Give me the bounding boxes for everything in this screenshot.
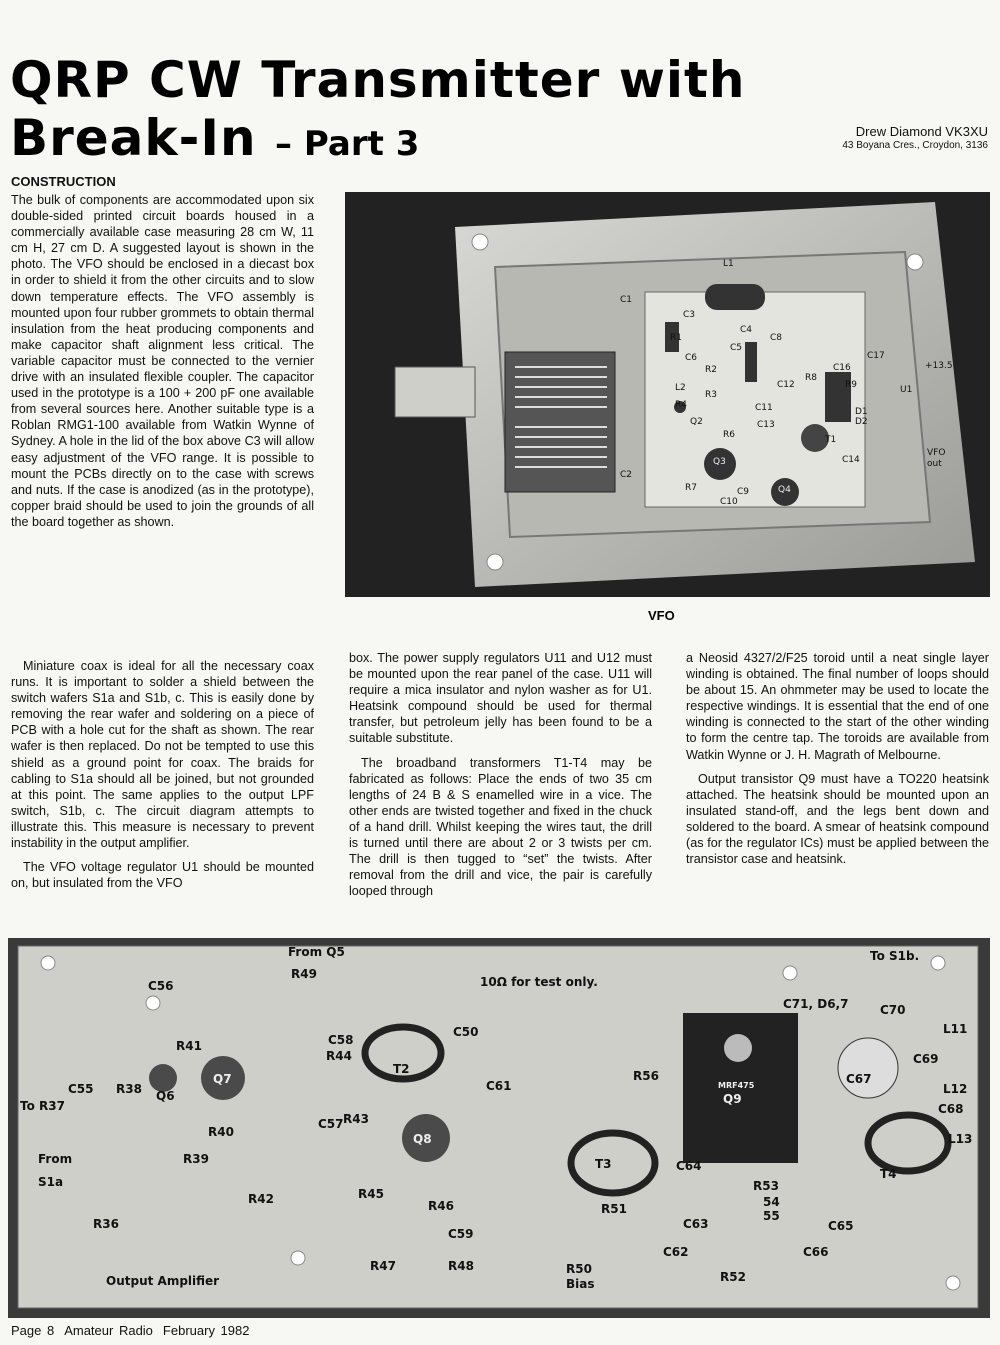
vfo-label: D2 [855,417,868,427]
variable-capacitor [505,352,615,492]
vfo-label: R8 [805,373,817,383]
amp-label: Bias [566,1277,595,1291]
amp-label: C62 [663,1245,689,1259]
paragraph: Miniature coax is ideal for all the necessary coax runs. It is important to solder a shield between the switch wafers S1a and S1b, c. This is easily done by removing the rear wafer and soldering on a piece of PCB with a hole cut for the shaft as shown. The rear wafer is then replaced. Do not be tempted to use this shield as a ground point for coax. The braids for cabling to S1a should all be joined, but not grounded at this point. The same applies to the output LPF switch, S1b, c. The circuit diagram attempts to illustrate this. This measure is necessary to prevent instability in the output amplifier. [11,659,314,851]
vfo-label: C4 [740,325,753,335]
vfo-label: C8 [770,333,783,343]
amp-label: R53 [753,1179,779,1193]
vfo-label: R7 [685,483,697,493]
amp-label: R56 [633,1069,659,1083]
amp-label: C64 [676,1159,702,1173]
vfo-label: Q4 [778,485,791,495]
vfo-label: C5 [730,343,743,353]
amp-label: T4 [880,1167,897,1181]
vfo-label: C10 [720,497,738,507]
amp-label: C58 [328,1033,354,1047]
amp-label: C50 [453,1025,479,1039]
amp-label: T3 [595,1157,612,1171]
vfo-label: C1 [620,295,633,305]
vfo-label: R3 [705,390,717,400]
vfo-label: R1 [670,333,682,343]
vfo-label: C17 [867,351,885,361]
amp-label: C71, D6,7 [783,997,849,1011]
page-footer [11,1323,259,1338]
amp-label: C66 [803,1245,829,1259]
amp-label: From Q5 [288,945,345,959]
vfo-label: C12 [777,380,795,390]
vfo-label: D1 [855,407,868,417]
vfo-label: +13.5 [925,361,953,371]
amp-label: R36 [93,1217,119,1231]
title-part: – Part 3 [275,124,420,164]
vfo-label: L1 [723,259,734,269]
amp-label: C61 [486,1079,512,1093]
vfo-label: VFO [927,448,946,458]
output-amplifier-graphic [8,938,990,1318]
shaft-coupler [395,367,475,417]
article-title-line1: QRP CW Transmitter with [10,51,746,109]
amp-caption: Output Amplifier [106,1274,220,1288]
paragraph: box. The power supply regulators U11 and U12 must be mounted upon the rear panel of the case. U11 will require a mica insulator and nylon washer as for U1. Heatsink compound should be used for thermal transfer, but petroleum jelly has been found to be a suitable substitute. [349,651,652,746]
amp-label: 10Ω for test only. [480,975,598,989]
vfo-label: L2 [675,383,686,393]
vfo-label: R2 [705,365,717,375]
amp-label: C65 [828,1219,854,1233]
amp-label: C55 [68,1082,94,1096]
amp-label: MRF475 [718,1081,755,1090]
vfo-photo [345,192,990,597]
vfo-label: out [927,459,942,469]
vfo-label: C6 [685,353,698,363]
amp-label: R42 [248,1192,274,1206]
page-number: Page 8 [11,1323,55,1338]
amp-label: C67 [846,1072,872,1086]
amp-label: R44 [326,1049,352,1063]
amp-label: To R37 [20,1099,65,1113]
vfo-label: C13 [757,420,775,430]
amp-label: R50 [566,1262,592,1276]
amp-label: R46 [428,1199,454,1213]
amp-label: R43 [343,1112,369,1126]
amp-label: S1a [38,1175,64,1189]
author-address: 43 Boyana Cres., Croydon, 3136 [842,140,988,151]
vfo-label: R6 [723,430,735,440]
amp-label: C56 [148,979,174,993]
paragraph: The broadband transformers T1-T4 may be fabricated as follows: Place the ends of two 35 cm lengths of 24 B & S enamelled wire in a vice. The other ends are twisted together and fixed in the chuck of a hand drill. Whilst keeping the wires taut, the drill is turned until there are about 2 or 3 twists per cm. The drill is then tugged to “set” the twists. After removal from the drill and vice, the pair is carefully looped through [349,755,652,899]
amp-label: C69 [913,1052,939,1066]
vfo-label: C2 [620,470,633,480]
amp-label: C70 [880,1003,906,1017]
vfo-label: R4 [675,400,687,410]
amp-label: Q8 [413,1132,432,1146]
amp-label: R47 [370,1259,396,1273]
magazine-name: Amateur Radio [64,1323,153,1338]
column-1-bottom [11,658,314,899]
vfo-label: C3 [683,310,696,320]
column-3 [686,650,989,875]
amp-label: To S1b. [870,949,920,963]
amp-label: R41 [176,1039,202,1053]
paragraph: The bulk of components are accommodated upon six double-sided printed circuit boards housed in a commercially available case measuring 28 cm W, 11 cm H, 27 cm D. A suggested layout is shown in the photo. The VFO should be enclosed in a diecast box in order to shield it from the other circuits and to slow down temperature effects. The VFO assembly is mounted upon four rubber grommets to obtain thermal insulation from the heat producing components and make capacitor shaft alignment less critical. The variable capacitor must be connected to the vernier drive with an insulated flexible coupler. The capacitor used in the prototype is a 100 + 200 pF one available from several sources here. Another suitable type is a Roblan RMG1-100 available from Watkin Wynne of Sydney. A hole in the lid of the box above C3 will allow easy adjustment of the VFO range. It is possible to mount the PCBs directly on to the case with screws and nuts. If the case is anodized (as in the prototype), copper braid should be used to join the grounds of all the board together as shown. [11,193,314,529]
paragraph: Output transistor Q9 must have a TO220 heatsink attached. The heatsink should be mounted upon an insulated stand-off, and the legs bent down and soldered to the board. A smear of heatsink compound (as for the regulator ICs) must be applied between the transistor case and heatsink. [686,771,989,867]
author-block [842,124,988,152]
amp-label: Q6 [156,1089,175,1103]
vfo-label: C11 [755,403,773,413]
section-heading: CONSTRUCTION [11,174,116,189]
paragraph: The VFO voltage regulator U1 should be mounted on, but insulated from the VFO [11,860,314,891]
amp-label: L13 [948,1132,973,1146]
vfo-caption: VFO [648,608,675,623]
amp-label: From [38,1152,73,1166]
article-title-line2 [10,109,420,170]
amp-label: Q9 [723,1092,742,1106]
amp-label: Q7 [213,1072,232,1086]
amp-label: R39 [183,1152,209,1166]
paragraph: a Neosid 4327/2/F25 toroid until a neat single layer winding is obtained. The final number of loops should be about 15. An ohmmeter may be used to locate the respective windings. It is essential that the end of one winding is connected to the start of the other winding to form the centre tap. The toroids are available from Watkin Wynne or J. H. Magrath of Melbourne. [686,651,989,762]
column-2 [349,650,652,907]
amp-label: R48 [448,1259,474,1273]
amp-label: R38 [116,1082,142,1096]
author-name: Drew Diamond VK3XU [855,124,988,139]
amp-label: 55 [763,1209,780,1223]
issue-date: February 1982 [162,1323,250,1338]
title-main: Break-In [10,109,257,167]
vfo-label: C9 [737,487,750,497]
column-1-top [11,174,314,538]
amp-label: C59 [448,1227,474,1241]
vfo-label: T1 [825,435,837,445]
amp-label: C63 [683,1217,709,1231]
amp-label: L12 [943,1082,968,1096]
vfo-label: U1 [900,385,913,395]
amp-label: 54 [763,1195,780,1209]
amp-label: R40 [208,1125,234,1139]
amp-label: C68 [938,1102,964,1116]
amp-label: T2 [393,1062,410,1076]
vfo-label: Q2 [690,417,703,427]
amp-label: L11 [943,1022,968,1036]
vfo-label: Q3 [713,457,726,467]
output-amplifier-photo [8,938,990,1318]
vfo-label: C14 [842,455,860,465]
amp-label: R51 [601,1202,627,1216]
vfo-label: C16 [833,363,851,373]
vfo-label: R9 [845,380,857,390]
vfo-photo-graphic [345,192,990,597]
amp-label: C57 [318,1117,344,1131]
amp-label: R52 [720,1270,746,1284]
amp-label: R45 [358,1187,384,1201]
amp-label: R49 [291,967,317,981]
